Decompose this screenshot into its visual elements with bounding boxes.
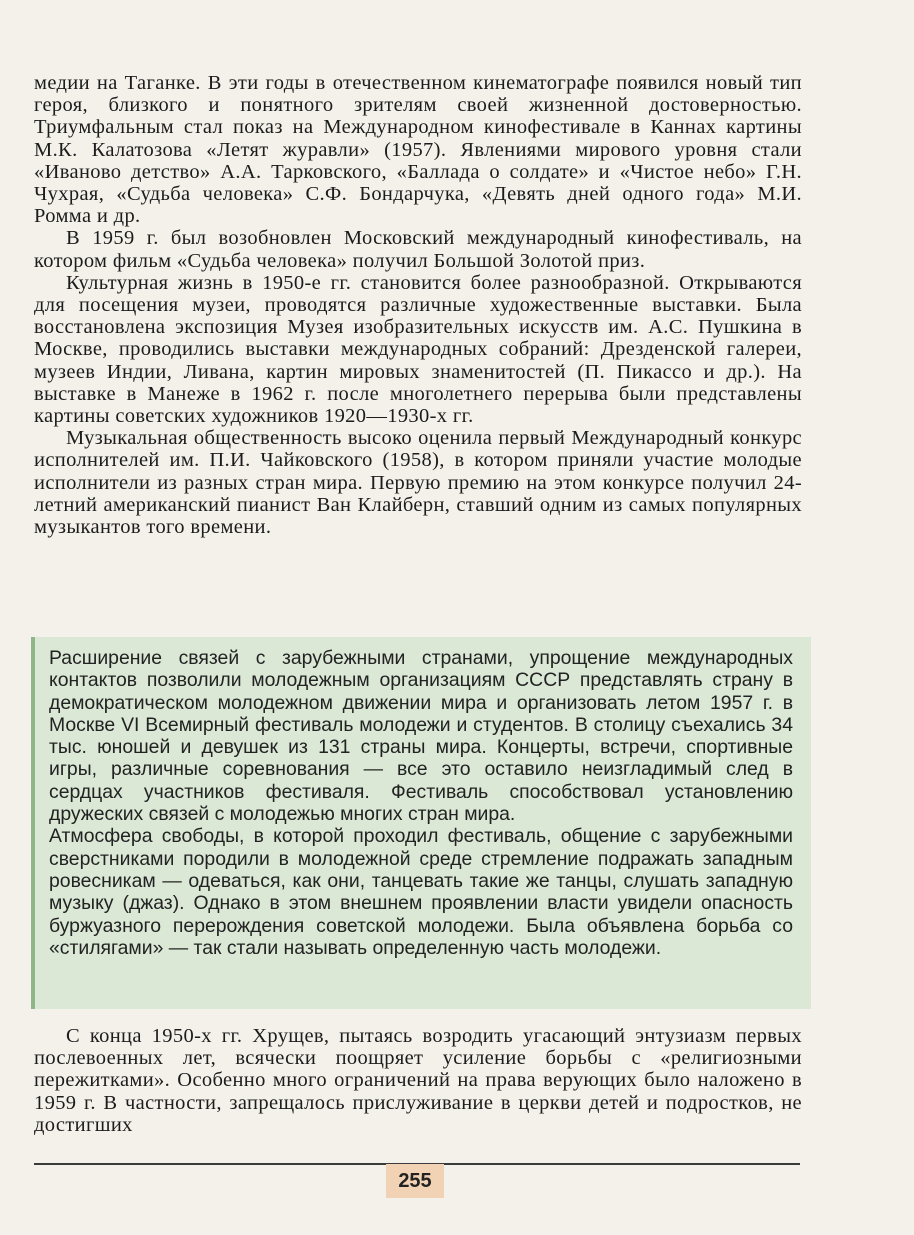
- paragraph-religion: С конца 1950-х гг. Хрущев, пытаясь возродить угасающий энтузиазм первых послевоенных лет, всячески поощряет усиление борьбы с «религиозными пережитками». Особенно много ограничений на права верующих было наложено в 1959 г. В частности, запрещалось прислуживание в церкви детей и подростков, не достигших: [34, 1025, 802, 1136]
- callout-paragraph-festival: Расширение связей с зарубежными странами, упрощение международных контактов позволили молодежным организациям СССР представлять страну в демократическом молодежном движении мира и организовать летом 1957 г. в Москве VI Всемирный фестиваль молодежи и студентов. В столицу съехались 34 тыс. юношей и девушек из 131 страны мира. Концерты, встречи, спортивные игры, различные соревнования — все это оставило неизгладимый след в сердцах участников фестиваля. Фестиваль способствовал установлению дружеских связей с молодежью многих стран мира.: [49, 647, 793, 826]
- callout-text: [49, 647, 793, 959]
- main-text-top: [34, 72, 802, 538]
- paragraph-music-competition: Музыкальная общественность высоко оценила первый Международный конкурс исполнителей им. П.И. Чайковского (1958), в котором приняли участие молодые исполнители из разных стран мира. Первую премию на этом конкурсе получил 24-летний американский пианист Ван Клайберн, ставший одним из самых популярных музыкантов того времени.: [34, 427, 802, 539]
- festival-callout-box: [31, 637, 811, 1009]
- paragraph-cinema: медии на Таганке. В эти годы в отечественном кинематографе появился новый тип героя, близкого и понятного зрителям своей жизненной достоверностью. Триумфальным стал показ на Международном кинофестивале в Каннах картины М.К. Калатозова «Летят журавли» (1957). Явлениями мирового уровня стали «Иваново детство» А.А. Тарковского, «Баллада о солдате» и «Чистое небо» Г.Н. Чухрая, «Судьба человека» С.Ф. Бондарчука, «Девять дней одного года» М.И. Ромма и др.: [34, 72, 802, 228]
- main-text-bottom: [34, 1025, 802, 1136]
- paragraph-film-festival: В 1959 г. был возобновлен Московский международный кинофестиваль, на котором фильм «Судьба человека» получил Большой Золотой приз.: [34, 227, 802, 272]
- paragraph-cultural-life: Культурная жизнь в 1950-е гг. становится более разнообразной. Открываются для посещения музеи, проводятся различные художественные выставки. Была восстановлена экспозиция Музея изобразительных искусств им. А.С. Пушкина в Москве, проводились выставки международных собраний: Дрезденской галереи, музеев Индии, Ливана, картин мировых знаменитостей (П. Пикассо и др.). На выставке в Манеже в 1962 г. после многолетнего перерыва были представлены картины советских художников 1920—1930-х гг.: [34, 271, 802, 428]
- page-number: 255: [386, 1164, 444, 1198]
- callout-paragraph-stilyagi: Атмосфера свободы, в которой проходил фестиваль, общение с зарубежными сверстниками породили в молодежной среде стремление подражать западным ровесникам — одеваться, как они, танцевать такие же танцы, слушать западную музыку (джаз). Однако в этом внешнем проявлении власти увидели опасность буржуазного перерождения советской молодежи. Была объявлена борьба со «стилягами» — так стали называть определенную часть молодежи.: [49, 825, 793, 959]
